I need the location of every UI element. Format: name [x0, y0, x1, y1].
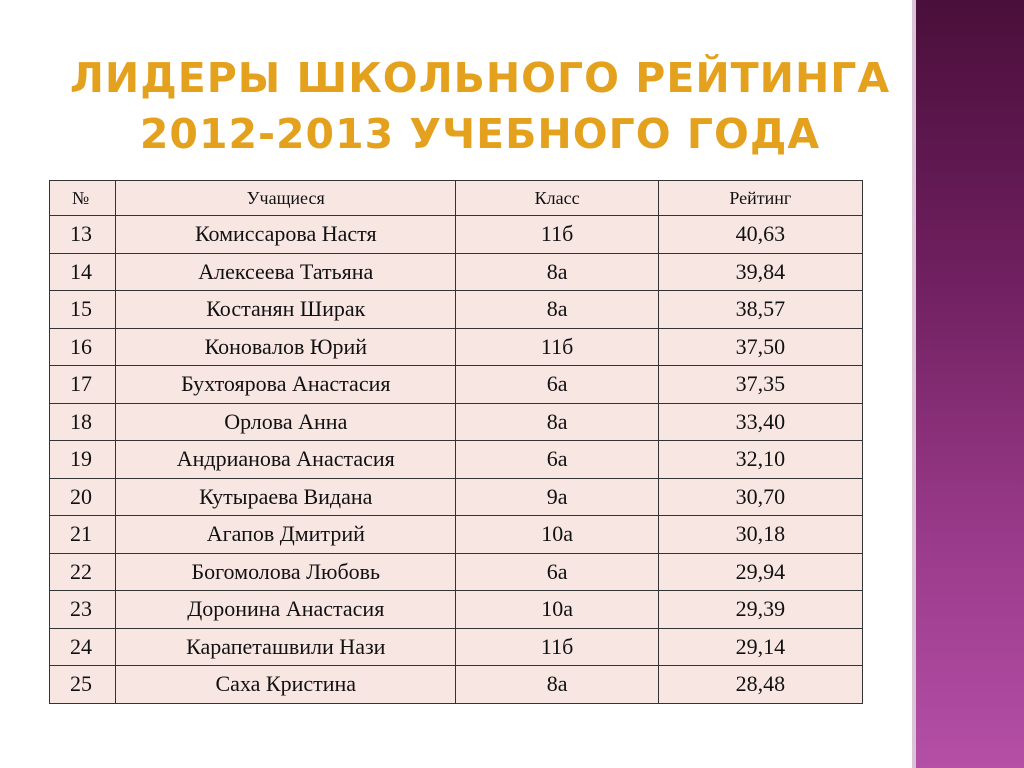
cell-student: Кутыраева Видана: [116, 478, 456, 516]
header-rating: Рейтинг: [658, 181, 862, 216]
header-number: №: [50, 181, 116, 216]
cell-class: 11б: [456, 628, 658, 666]
cell-class: 9а: [456, 478, 658, 516]
cell-rating: 39,84: [658, 253, 862, 291]
table-row: [50, 516, 863, 554]
slide-title: [60, 50, 900, 162]
cell-class: 11б: [456, 216, 658, 254]
cell-class: 8а: [456, 666, 658, 704]
cell-number: 15: [50, 291, 116, 329]
cell-rating: 30,70: [658, 478, 862, 516]
cell-number: 16: [50, 328, 116, 366]
cell-class: 8а: [456, 403, 658, 441]
cell-rating: 37,35: [658, 366, 862, 404]
cell-number: 24: [50, 628, 116, 666]
cell-rating: 30,18: [658, 516, 862, 554]
cell-class: 8а: [456, 291, 658, 329]
table-header-row: [50, 181, 863, 216]
cell-rating: 32,10: [658, 441, 862, 479]
cell-rating: 40,63: [658, 216, 862, 254]
cell-number: 13: [50, 216, 116, 254]
cell-number: 20: [50, 478, 116, 516]
table-row: [50, 403, 863, 441]
cell-class: 10а: [456, 516, 658, 554]
cell-student: Костанян Ширак: [116, 291, 456, 329]
table-row: [50, 328, 863, 366]
table-row: [50, 591, 863, 629]
cell-student: Богомолова Любовь: [116, 553, 456, 591]
cell-student: Карапеташвили Нази: [116, 628, 456, 666]
table-row: [50, 216, 863, 254]
cell-student: Доронина Анастасия: [116, 591, 456, 629]
cell-rating: 29,39: [658, 591, 862, 629]
cell-class: 10а: [456, 591, 658, 629]
cell-rating: 37,50: [658, 328, 862, 366]
decorative-side-bar: [912, 0, 1024, 768]
cell-number: 21: [50, 516, 116, 554]
cell-student: Комиссарова Настя: [116, 216, 456, 254]
cell-number: 22: [50, 553, 116, 591]
cell-student: Бухтоярова Анастасия: [116, 366, 456, 404]
table-row: [50, 666, 863, 704]
cell-number: 23: [50, 591, 116, 629]
cell-student: Агапов Дмитрий: [116, 516, 456, 554]
table-row: [50, 478, 863, 516]
cell-class: 6а: [456, 366, 658, 404]
cell-student: Андрианова Анастасия: [116, 441, 456, 479]
cell-number: 17: [50, 366, 116, 404]
table-row: [50, 291, 863, 329]
slide-title-line-1: ЛИДЕРЫ ШКОЛЬНОГО РЕЙТИНГА: [69, 54, 891, 102]
table-row: [50, 628, 863, 666]
header-students: Учащиеся: [116, 181, 456, 216]
table-row: [50, 253, 863, 291]
cell-student: Саха Кристина: [116, 666, 456, 704]
cell-rating: 33,40: [658, 403, 862, 441]
table-row: [50, 366, 863, 404]
header-class: Класс: [456, 181, 658, 216]
cell-number: 14: [50, 253, 116, 291]
cell-student: Алексеева Татьяна: [116, 253, 456, 291]
table-row: [50, 553, 863, 591]
cell-student: Орлова Анна: [116, 403, 456, 441]
cell-class: 6а: [456, 441, 658, 479]
cell-number: 19: [50, 441, 116, 479]
table-row: [50, 441, 863, 479]
cell-class: 6а: [456, 553, 658, 591]
slide-title-line-2: 2012-2013 УЧЕБНОГО ГОДА: [139, 110, 821, 158]
cell-class: 11б: [456, 328, 658, 366]
cell-rating: 28,48: [658, 666, 862, 704]
cell-number: 25: [50, 666, 116, 704]
cell-rating: 29,14: [658, 628, 862, 666]
cell-student: Коновалов Юрий: [116, 328, 456, 366]
cell-rating: 29,94: [658, 553, 862, 591]
rating-table: [49, 180, 863, 704]
cell-number: 18: [50, 403, 116, 441]
cell-rating: 38,57: [658, 291, 862, 329]
cell-class: 8а: [456, 253, 658, 291]
